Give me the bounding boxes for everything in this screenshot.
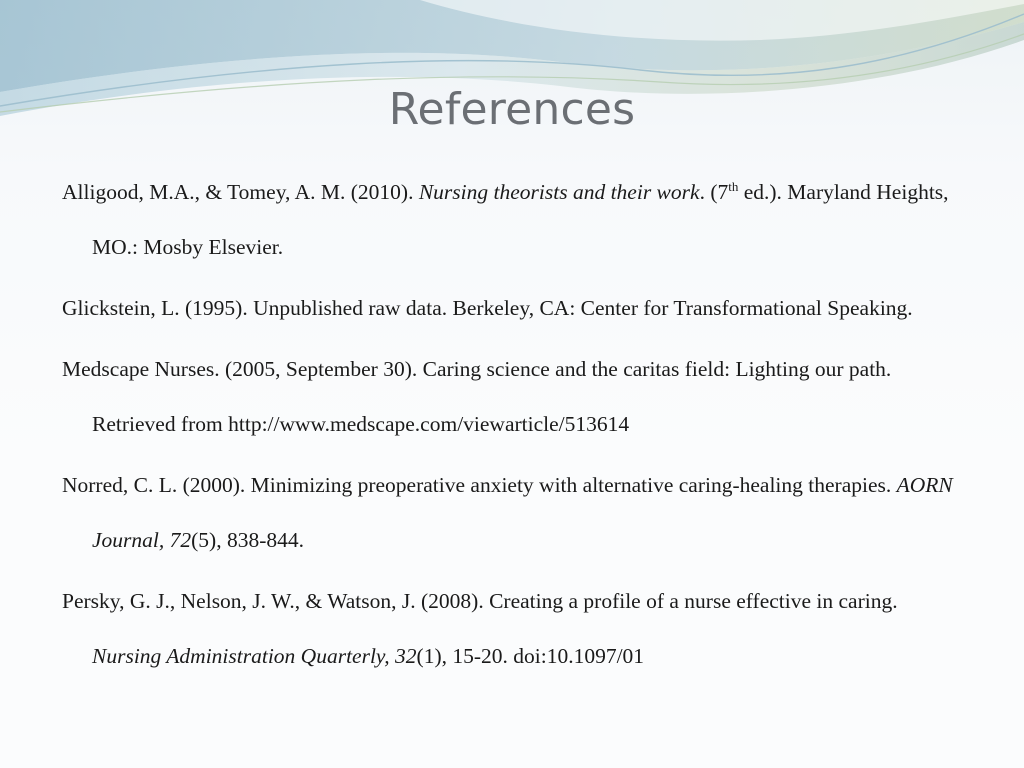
reference-item-glickstein xyxy=(62,281,967,336)
reference-text: ed.). Maryland Heights, MO.: Mosby Elsevier. xyxy=(92,180,949,259)
reference-text: Norred, C. L. (2000). Minimizing preoperative anxiety with alternative caring-healing therapies. xyxy=(62,473,897,497)
reference-item-persky xyxy=(62,574,967,684)
reference-list xyxy=(62,165,967,690)
reference-text: Persky, G. J., Nelson, J. W., & Watson, J. (2008). Creating a profile of a nurse effective in caring. xyxy=(62,589,898,613)
reference-text: (5), 838-844. xyxy=(191,528,304,552)
reference-text: . (7 xyxy=(699,180,729,204)
reference-journal-title: Nursing Administration Quarterly, 32 xyxy=(92,644,417,668)
reference-text: Glickstein, L. (1995). Unpublished raw data. Berkeley, CA: Center for Transformational Speaking. xyxy=(62,296,913,320)
slide-title: References xyxy=(388,84,636,135)
reference-item-norred xyxy=(62,458,967,568)
reference-text: (1), 15-20. doi:10.1097/01 xyxy=(416,644,645,668)
reference-item-alligood xyxy=(62,165,967,275)
reference-text: Medscape Nurses. (2005, September 30). Caring science and the caritas field: Lighting our path. Retrieved from http://www.medscape.com/viewarticle/513614 xyxy=(62,357,892,436)
reference-item-medscape xyxy=(62,342,967,452)
reference-text: Alligood, M.A., & Tomey, A. M. (2010). xyxy=(62,180,419,204)
edition-superscript: th xyxy=(728,179,739,194)
reference-journal-title: AORN Journal, 72 xyxy=(92,473,953,552)
reference-book-title: Nursing theorists and their work xyxy=(418,180,700,204)
